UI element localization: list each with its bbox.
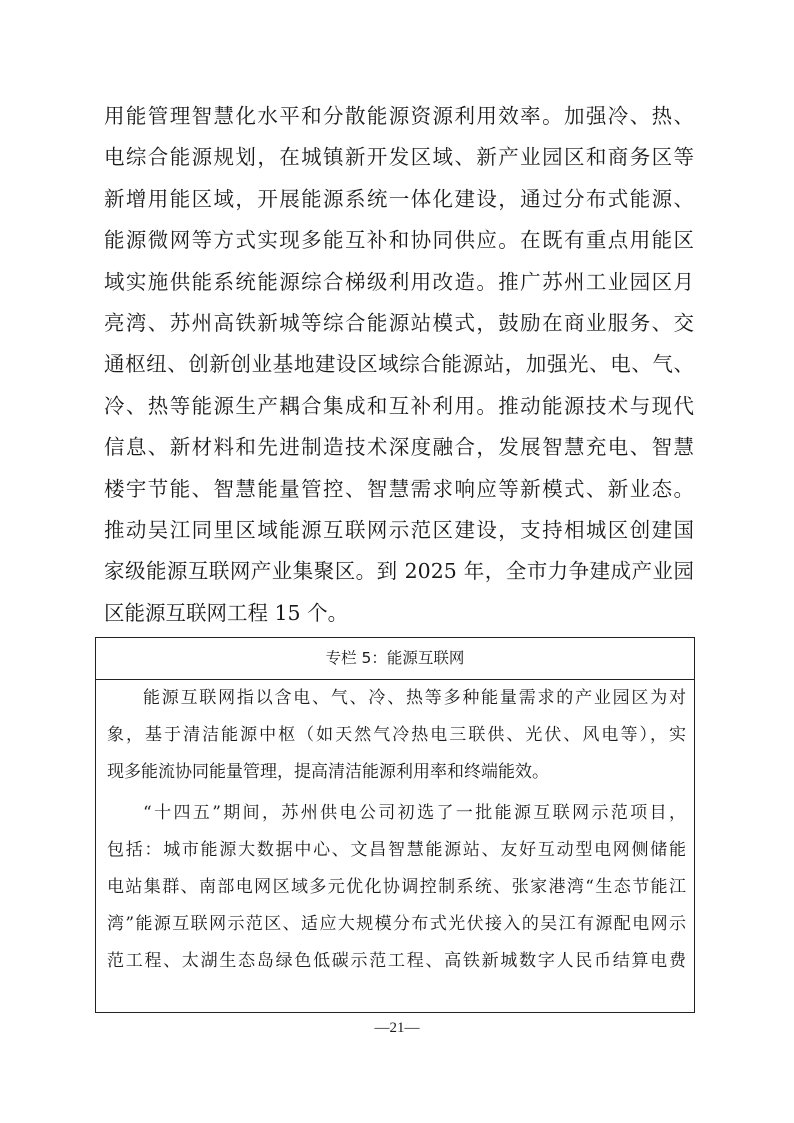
page-number: —21— [374, 1020, 420, 1036]
body-line: 能源微网等方式实现多能互补和协同供应。在既有重点用能区 [104, 228, 694, 253]
body-line: 信息、新材料和先进制造技术深度融合，发展智慧充电、智慧 [104, 435, 694, 460]
box-paragraph [107, 795, 686, 980]
body-line: 用能管理智慧化水平和分散能源资源利用效率。加强冷、热、 [104, 104, 694, 128]
body-line: 电综合能源规划，在城镇新开发区域、新产业园区和商务区等 [104, 145, 694, 170]
body-line: 推动吴江同里区域能源互联网示范区建设，支持相城区创建国 [104, 517, 694, 542]
body-text [104, 96, 694, 634]
box-line: 现多能流协同能量管理，提高清洁能源利用率和终端能效。 [107, 762, 549, 782]
box-line: 包括：城市能源大数据中心、文昌智慧能源站、友好互动型电网侧储能 [107, 840, 686, 860]
body-line: 新增用能区域，开展能源系统一体化建设，通过分布式能源、 [104, 186, 694, 211]
column-box-title: 专栏 5：能源互联网 [96, 638, 694, 680]
box-line: 范工程、太湖生态岛绿色低碳示范工程、高铁新城数字人民币结算电费 [107, 951, 686, 971]
box-line: 湾”能源互联网示范区、适应大规模分布式光伏接入的吴江有源配电网示 [107, 914, 686, 934]
box-paragraph [107, 680, 686, 791]
body-line: 域实施供能系统能源综合梯级利用改造。推广苏州工业园区月 [104, 269, 694, 294]
body-line: 冷、热等能源生产耦合集成和互补利用。推动能源技术与现代 [104, 393, 694, 418]
column-box-body [96, 680, 694, 980]
body-line: 通枢纽、创新创业基地建设区域综合能源站，加强光、电、气、 [104, 352, 694, 377]
box-line: “十四五”期间，苏州供电公司初选了一批能源互联网示范项目， [143, 803, 686, 823]
box-line: 象，基于清洁能源中枢（如天然气冷热电三联供、光伏、风电等），实 [107, 725, 686, 745]
body-line: 亮湾、苏州高铁新城等综合能源站模式，鼓励在商业服务、交 [104, 310, 694, 335]
box-line: 能源互联网指以含电、气、冷、热等多种能量需求的产业园区为对 [143, 688, 686, 708]
body-line: 区能源互联网工程 15 个。 [104, 600, 349, 625]
body-line: 家级能源互联网产业集聚区。到 2025 年，全市力争建成产业园 [104, 559, 694, 584]
column-box [95, 637, 695, 1013]
box-line: 电站集群、南部电网区域多元优化协调控制系统、张家港湾“生态节能江 [107, 877, 686, 897]
body-line: 楼宇节能、智慧能量管控、智慧需求响应等新模式、新业态。 [104, 476, 694, 501]
